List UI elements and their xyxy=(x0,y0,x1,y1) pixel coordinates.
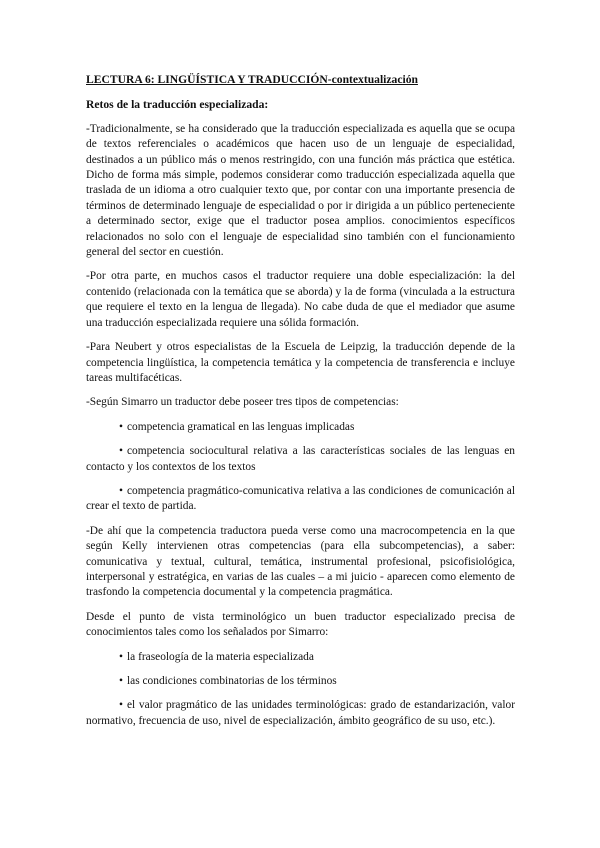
page-title: LECTURA 6: LINGÜÍSTICA Y TRADUCCIÓN-contextualización xyxy=(86,73,418,86)
list-item: • las condiciones combinatorias de los términos xyxy=(86,674,515,689)
section-heading: Retos de la traducción especializada: xyxy=(86,98,269,112)
list-item: • competencia pragmático-comunicativa relativa a las condiciones de comunicación al crear el texto de partida. xyxy=(86,484,515,513)
paragraph-double-specialization: -Por otra parte, en muchos casos el traductor requiere una doble especialización: la del contenido (relacionada con la temática que se aborda) y la de forma (vinculada a la estructura que requiere el texto en la lengua de llegada). No cabe duda de que el mediador que asume una traducción especializada requiere una sólida formación. xyxy=(86,270,515,329)
paragraph-traditional: -Tradicionalmente, se ha considerado que la traducción especializada es aquella que se ocupa de textos referenciales o académicos que hacen uso de un lenguaje de especialidad, destinados a un público más o menos restringido, con una función más práctica que estética. Dicho de forma más simple, podemos considerar como traducción especializada aquella que traslada de un idioma a otro cualquier texto que, por contar con una importante presencia de términos de determinado lenguaje de especialidad o por ir dirigida a un público perteneciente a determinado sector, exige que el traductor posea amplios. conocimientos específicos relacionados no solo con el lenguaje de especialidad sino también con el funcionamiento general del sector en cuestión. xyxy=(86,122,515,259)
paragraph-simarro-intro: -Según Simarro un traductor debe poseer tres tipos de competencias: xyxy=(86,396,399,409)
paragraph-kelly: -De ahí que la competencia traductora pueda verse como una macrocompetencia en la que según Kelly intervienen otras competencias (para ella subcompetencias), a saber: comunicativa y textual, cultural, temática, instrumental profesional, psicofisiológica, interpersonal y estratégica, en varias de las cuales – a mi juicio - aparecen como elemento de trasfondo la competencia documental y la competencia pragmática. xyxy=(86,524,515,599)
list-item: • el valor pragmático de las unidades terminológicas: grado de estandarización, valor normativo, frecuencia de uso, nivel de especialización, ámbito geográfico de su uso, etc.). xyxy=(86,699,515,727)
bullet-icon: • xyxy=(119,484,123,497)
bullet-icon: • xyxy=(119,699,123,712)
simarro-competencies-list xyxy=(86,420,515,515)
paragraph-neubert: -Para Neubert y otros especialistas de la Escuela de Leipzig, la traducción depende de la competencia lingüística, la competencia temática y la competencia de transferencia e incluye tareas multifacéticas. xyxy=(86,341,515,384)
list-item: • la fraseología de la materia especializada xyxy=(86,650,515,665)
document-page xyxy=(86,72,515,738)
bullet-icon: • xyxy=(119,420,123,433)
list-item: • competencia gramatical en las lenguas implicadas xyxy=(86,420,515,435)
bullet-icon: • xyxy=(119,675,123,687)
bullet-icon: • xyxy=(119,650,123,663)
list-item: • competencia sociocultural relativa a las características sociales de las lenguas en contacto y los contextos de los textos xyxy=(86,445,515,473)
terminology-knowledge-list xyxy=(86,650,515,730)
bullet-icon: • xyxy=(119,445,123,458)
paragraph-terminology-intro: Desde el punto de vista terminológico un buen traductor especializado precisa de conocimientos tales como los señalados por Simarro: xyxy=(86,610,515,639)
